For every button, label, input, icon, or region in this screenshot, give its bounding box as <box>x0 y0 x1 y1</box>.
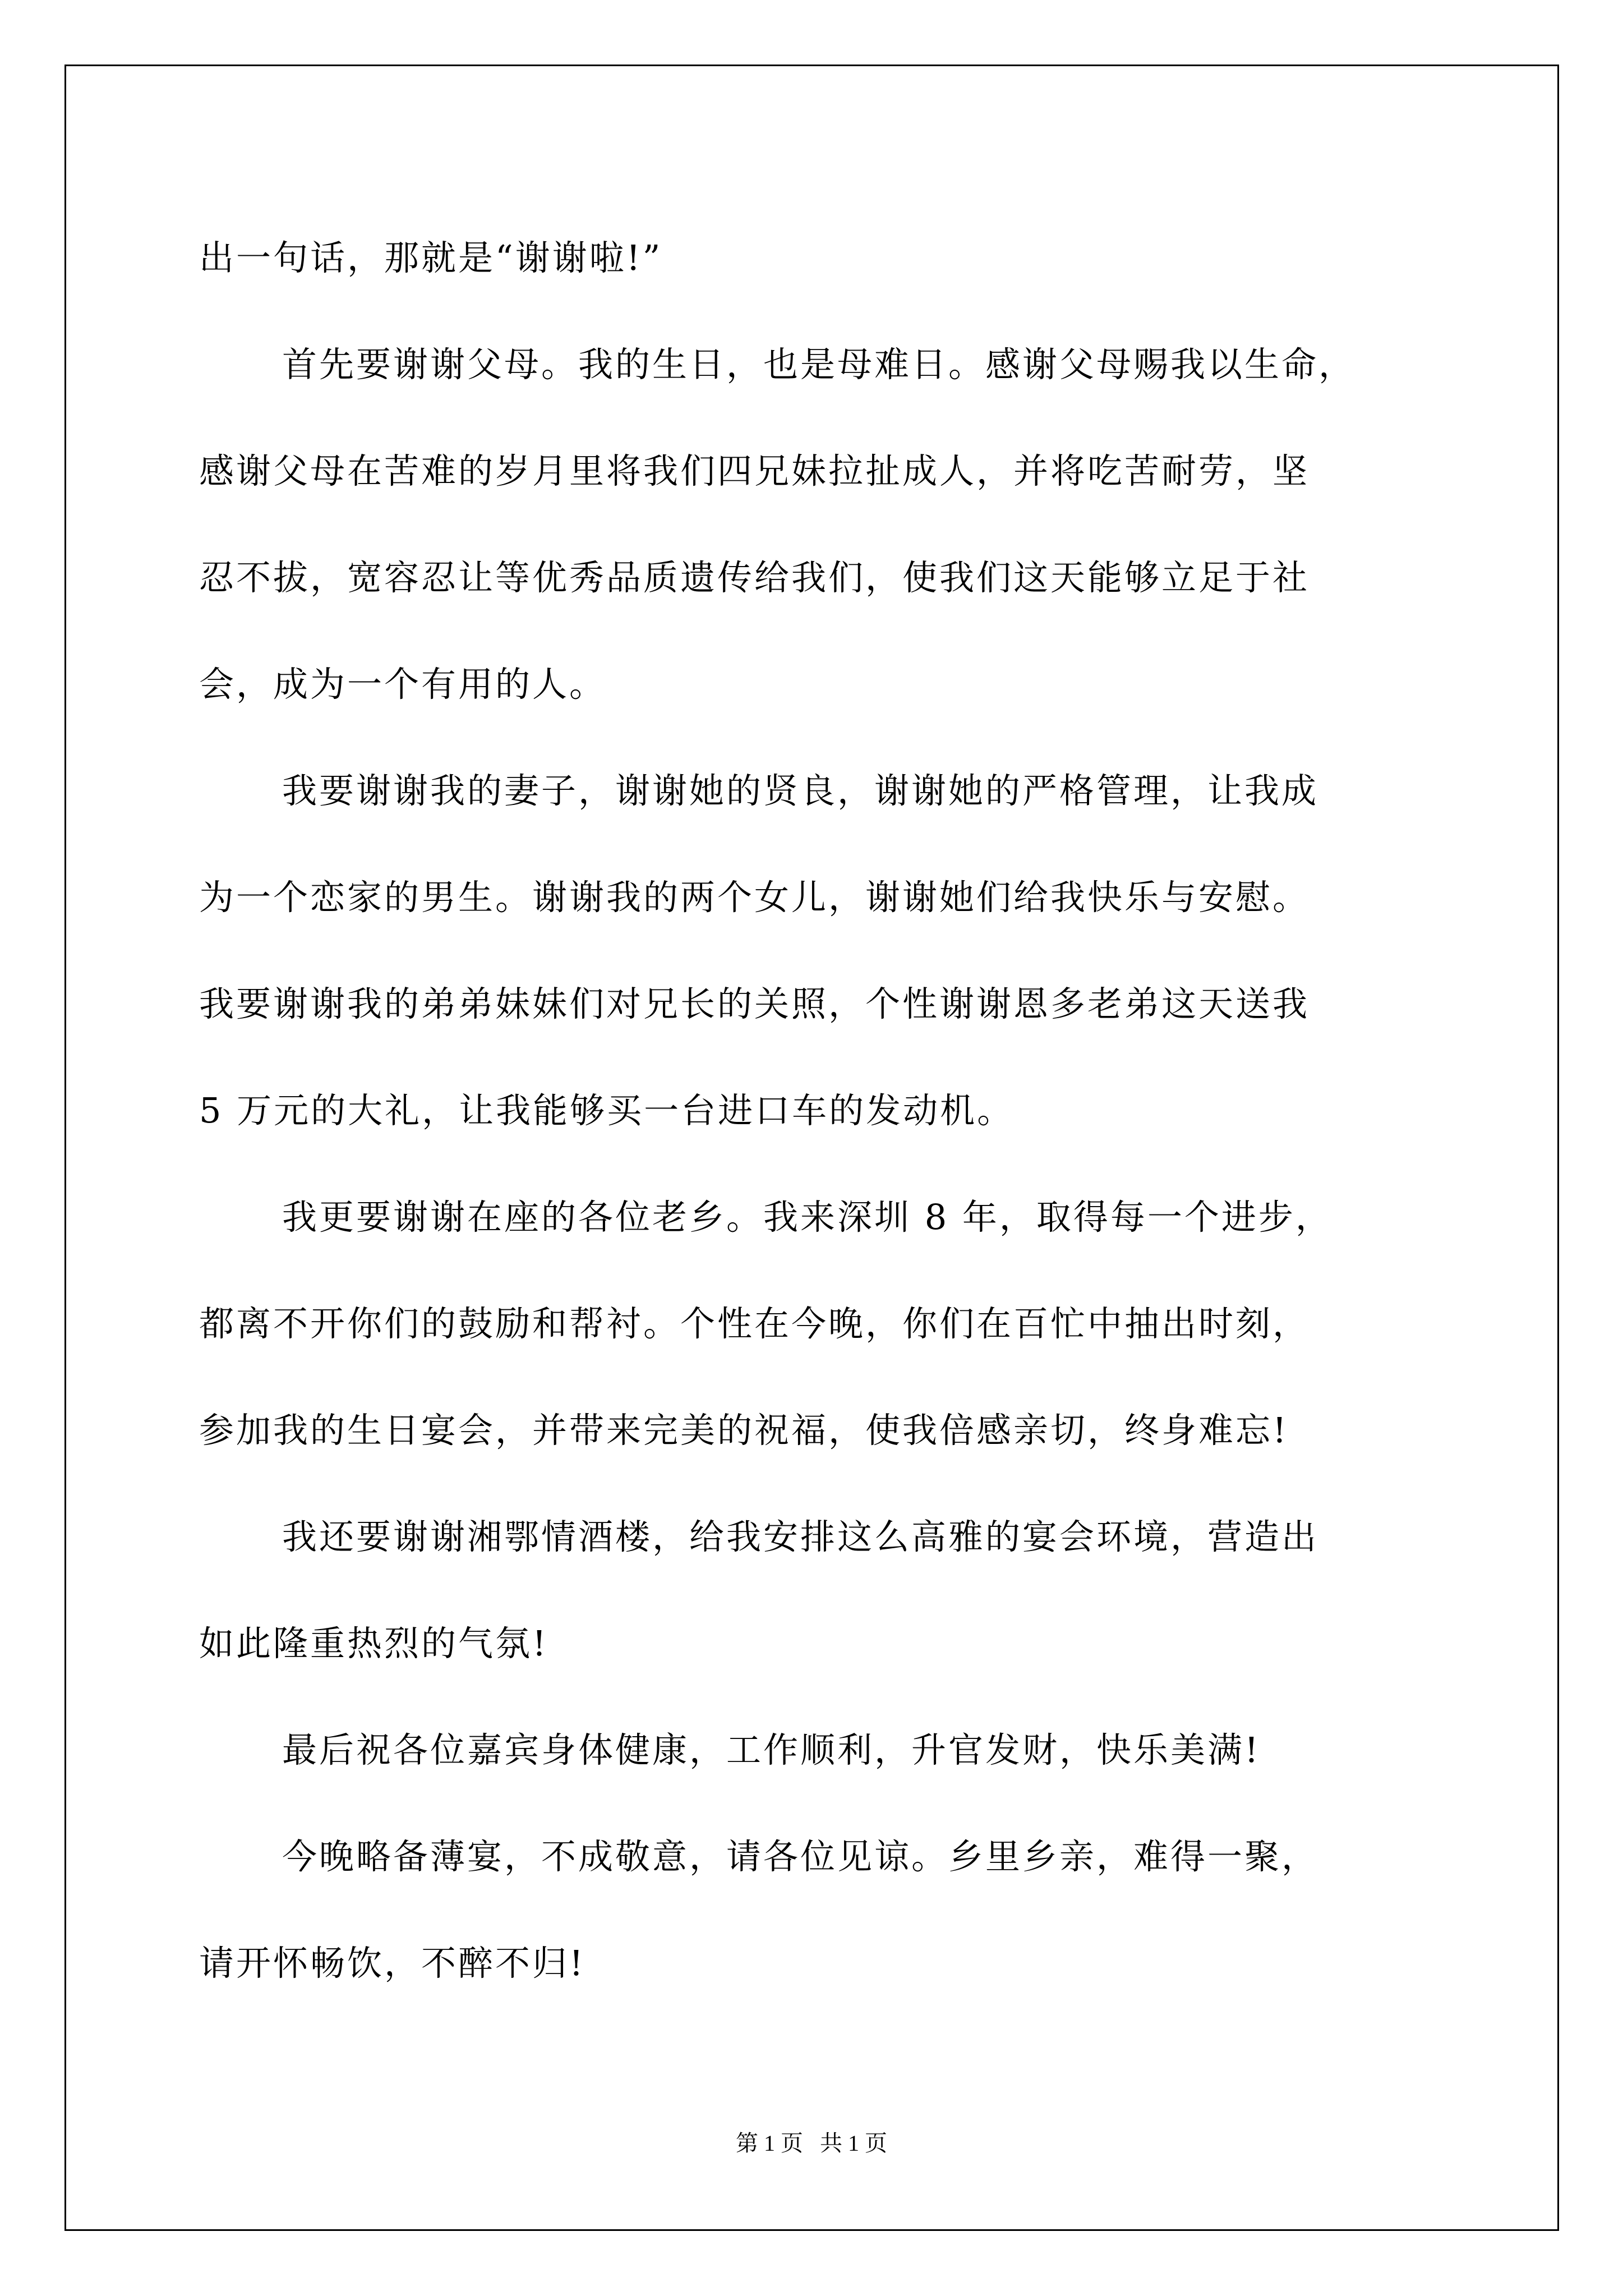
text-line: 如此隆重热烈的气氛! <box>199 1623 548 1664</box>
text-line: 我要谢谢我的弟弟妹妹们对兄长的关照，个性谢谢恩多老弟这天送我 <box>199 983 1310 1024</box>
text-line: 忍不拔，宽容忍让等优秀品质遗传给我们，使我们这天能够立足于社 <box>199 557 1310 598</box>
text-line: 我要谢谢我的妻子，谢谢她的贤良，谢谢她的严格管理，让我成 <box>282 770 1319 811</box>
text-line: 我更要谢谢在座的各位老乡。我来深圳 8 年，取得每一个进步， <box>282 1197 1332 1237</box>
text-line: 出一句话，那就是“谢谢啦!” <box>199 237 663 278</box>
text-line: 参加我的生日宴会，并带来完美的祝福，使我倍感亲切，终身难忘! <box>199 1410 1289 1451</box>
text-line: 都离不开你们的鼓励和帮衬。个性在今晚，你们在百忙中抽出时刻， <box>199 1303 1310 1344</box>
text-line: 为一个恋家的男生。谢谢我的两个女儿，谢谢她们给我快乐与安慰。 <box>199 877 1310 918</box>
text-line: 5 万元的大礼，让我能够买一台进口车的发动机。 <box>199 1090 1015 1131</box>
text-line: 最后祝各位嘉宾身体健康，工作顺利，升官发财，快乐美满! <box>282 1729 1261 1770</box>
page-footer: 第 1 页 共 1 页 <box>736 2131 887 2156</box>
text-line: 会，成为一个有用的人。 <box>199 664 607 705</box>
text-line: 请开怀畅饮，不醉不归! <box>199 1943 585 1984</box>
text-line: 今晚略备薄宴，不成敬意，请各位见谅。乡里乡亲，难得一聚， <box>282 1836 1319 1877</box>
text-line: 我还要谢谢湘鄂情酒楼，给我安排这么高雅的宴会环境，营造出 <box>282 1516 1319 1557</box>
text-line: 首先要谢谢父母。我的生日，也是母难日。感谢父母赐我以生命， <box>282 344 1356 385</box>
document-body <box>199 205 1461 2017</box>
text-line: 感谢父母在苦难的岁月里将我们四兄妹拉扯成人，并将吃苦耐劳，坚 <box>199 450 1310 491</box>
